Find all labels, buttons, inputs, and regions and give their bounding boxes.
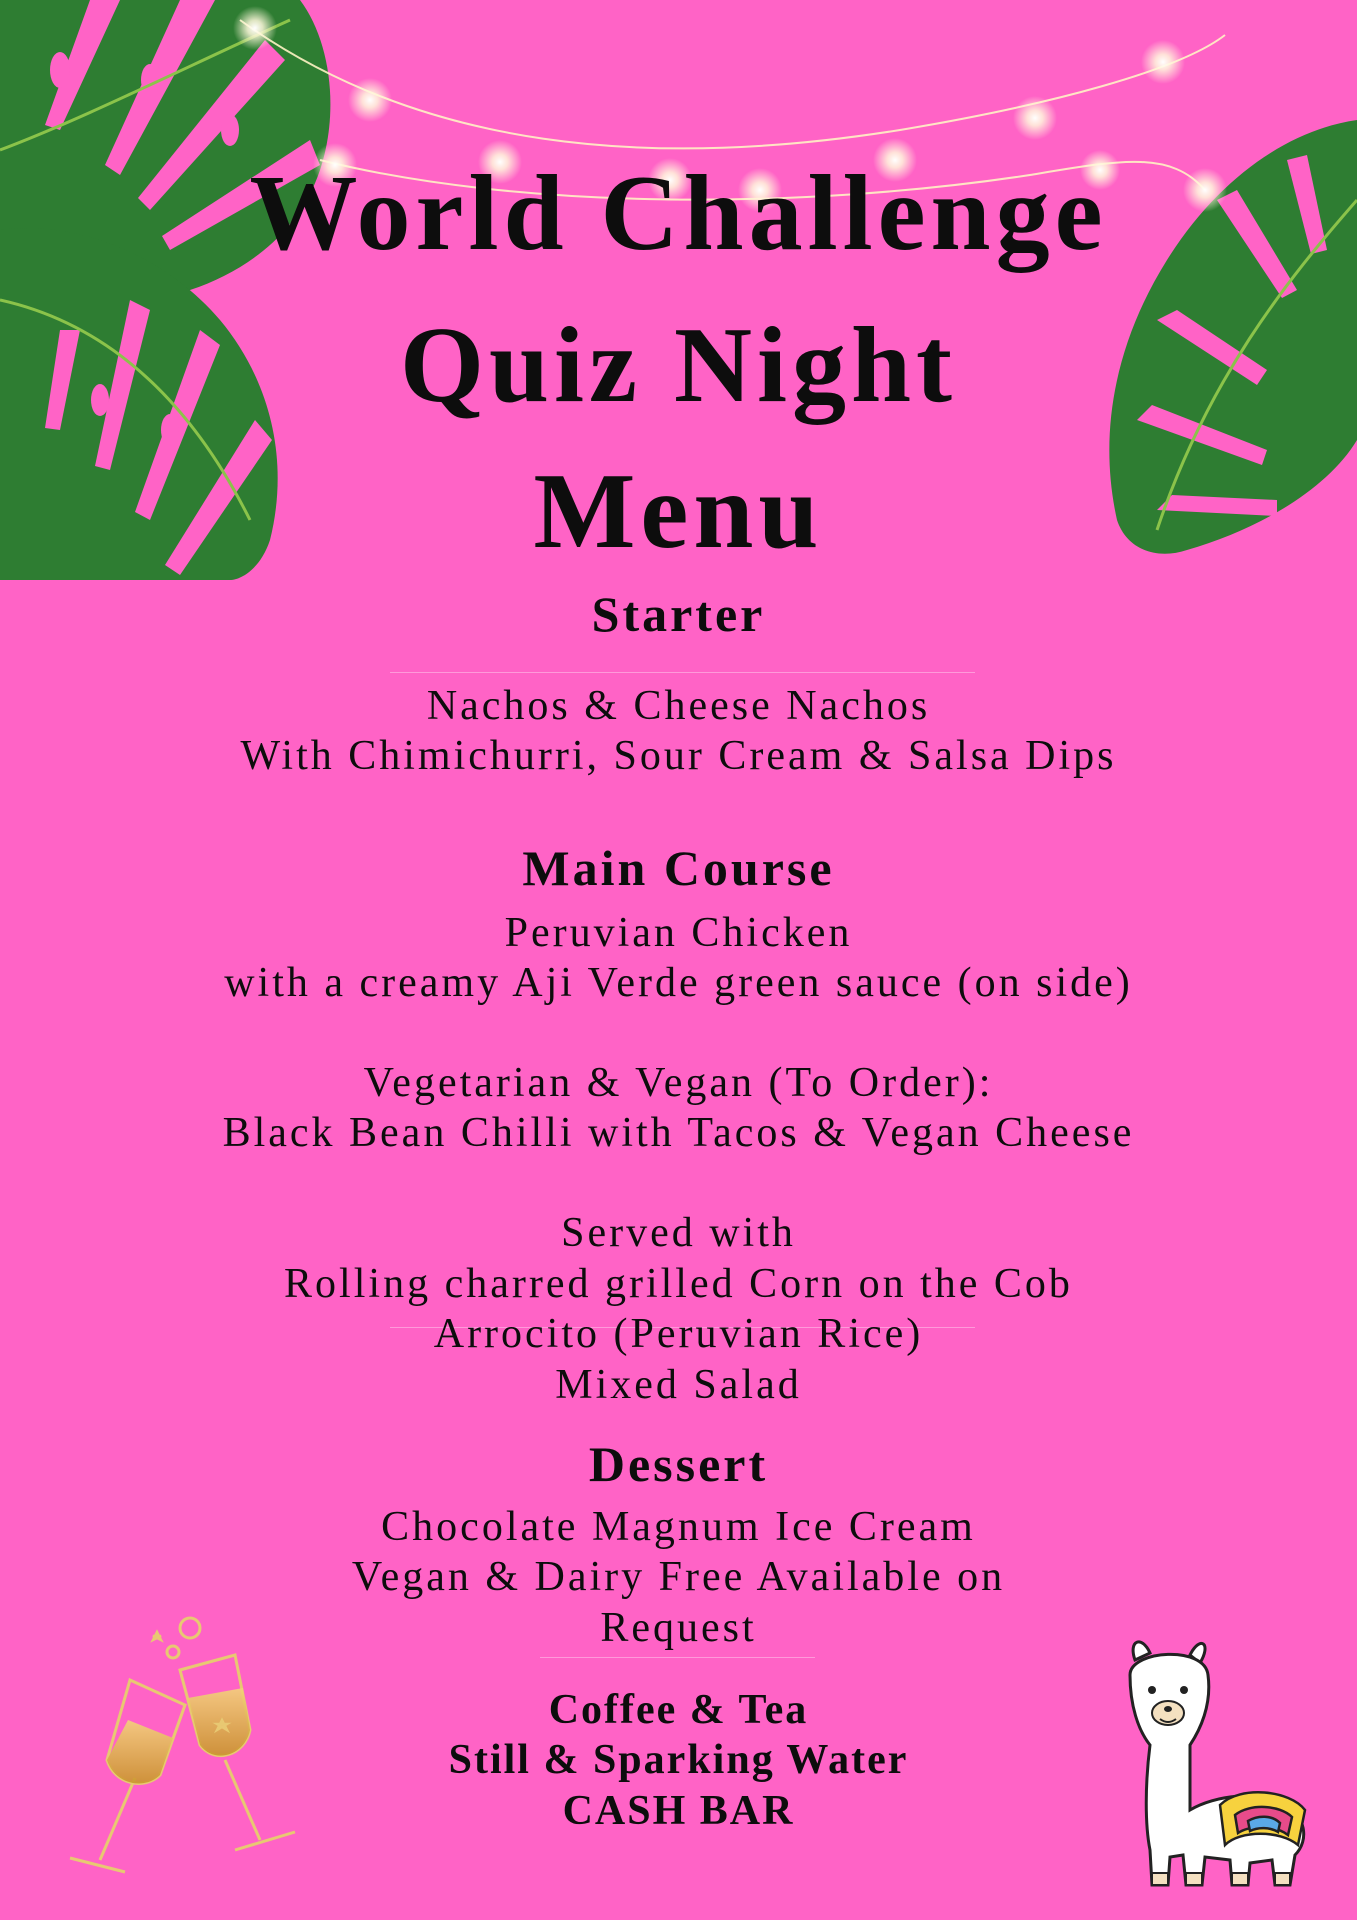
drinks-line: Still & Sparking Water xyxy=(448,1737,909,1783)
dessert-heading: Dessert xyxy=(588,1436,769,1492)
divider xyxy=(390,672,975,673)
main-course-line: with a creamy Aji Verde green sauce (on side) xyxy=(224,960,1133,1006)
served-with-line: Arrocito (Peruvian Rice) xyxy=(433,1311,924,1357)
llama-icon xyxy=(1120,1635,1320,1895)
main-course-heading: Main Course xyxy=(522,840,835,896)
champagne-glasses-icon xyxy=(45,1610,305,1890)
dessert-line: Vegan & Dairy Free Available on xyxy=(351,1554,1006,1600)
served-with-line: Served with xyxy=(561,1210,796,1256)
starter-line: Nachos & Cheese Nachos xyxy=(426,683,931,729)
title-line-2: Quiz Night xyxy=(399,306,958,425)
title-line-1: World Challenge xyxy=(249,154,1108,273)
drinks-line: Coffee & Tea xyxy=(548,1687,809,1733)
starter-line: With Chimichurri, Sour Cream & Salsa Dips xyxy=(240,733,1117,779)
starter-heading: Starter xyxy=(591,586,766,642)
vegetarian-line: Vegetarian & Vegan (To Order): xyxy=(363,1060,994,1106)
main-course-line: Peruvian Chicken xyxy=(504,910,853,956)
vegetarian-line: Black Bean Chilli with Tacos & Vegan Cheese xyxy=(222,1110,1135,1156)
served-with-line: Mixed Salad xyxy=(555,1362,802,1408)
dessert-line: Chocolate Magnum Ice Cream xyxy=(381,1504,976,1550)
drinks-line: CASH BAR xyxy=(562,1788,795,1834)
served-with-line: Rolling charred grilled Corn on the Cob xyxy=(284,1261,1073,1307)
divider xyxy=(540,1657,815,1658)
dessert-line: Request xyxy=(600,1605,757,1651)
title-line-3: Menu xyxy=(533,452,824,571)
